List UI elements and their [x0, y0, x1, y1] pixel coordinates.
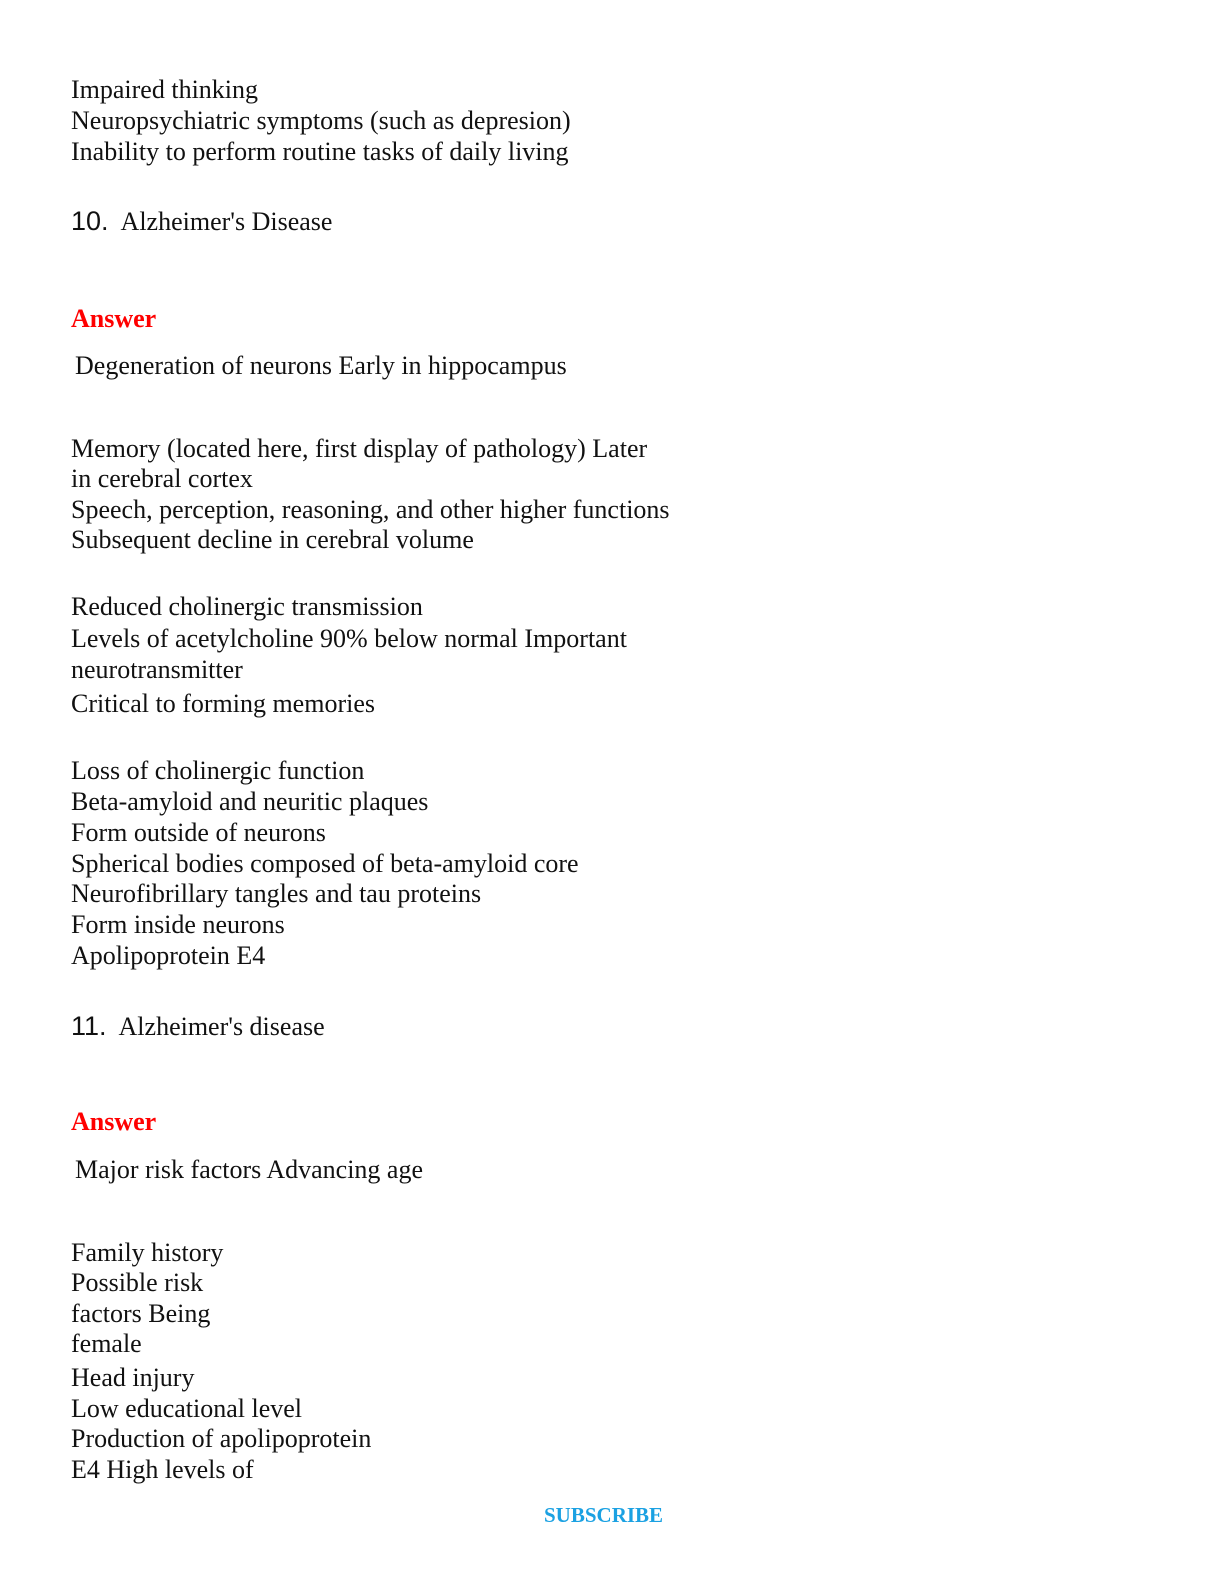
question-heading	[71, 206, 332, 237]
text-line: Subsequent decline in cerebral volume	[71, 525, 474, 554]
text-line: Speech, perception, reasoning, and other higher functions	[71, 495, 670, 524]
text-line: Form inside neurons	[71, 910, 285, 939]
text-line: Neuropsychiatric symptoms (such as depresion)	[71, 106, 571, 135]
text-line: Beta-amyloid and neuritic plaques	[71, 787, 429, 816]
text-line: Apolipoprotein E4	[71, 941, 266, 970]
text-line: Levels of acetylcholine 90% below normal Important	[71, 624, 627, 653]
text-line: Spherical bodies composed of beta-amyloid core	[71, 849, 579, 878]
text-line: Impaired thinking	[71, 75, 259, 104]
text-line: Form outside of neurons	[71, 818, 326, 847]
text-line: Inability to perform routine tasks of daily living	[71, 137, 569, 166]
answer-lead: Major risk factors Advancing age	[75, 1155, 424, 1184]
question-title: Alzheimer's Disease	[120, 207, 333, 236]
question-number: 10.	[71, 206, 109, 236]
text-line: neurotransmitter	[71, 655, 243, 684]
text-line: Memory (located here, first display of pathology) Later	[71, 434, 648, 463]
answer-lead: Degeneration of neurons Early in hippocampus	[75, 351, 567, 380]
text-line: Critical to forming memories	[71, 689, 375, 718]
text-line: E4 High levels of	[71, 1455, 254, 1484]
text-line: factors Being	[71, 1299, 211, 1328]
text-line: Loss of cholinergic function	[71, 756, 365, 785]
text-line: Family history	[71, 1238, 224, 1267]
question-number: 11.	[71, 1011, 107, 1041]
text-line: Production of apolipoprotein	[71, 1424, 372, 1453]
text-line: female	[71, 1329, 142, 1358]
text-line: Low educational level	[71, 1394, 303, 1423]
answer-label: Answer	[71, 304, 157, 333]
text-line: in cerebral cortex	[71, 464, 253, 493]
subscribe-link[interactable]: SUBSCRIBE	[544, 1503, 664, 1527]
text-line: Possible risk	[71, 1268, 204, 1297]
text-line: Neurofibrillary tangles and tau proteins	[71, 879, 482, 908]
question-heading	[71, 1011, 325, 1042]
text-line: Reduced cholinergic transmission	[71, 592, 423, 621]
question-title: Alzheimer's disease	[118, 1012, 325, 1041]
answer-label: Answer	[71, 1107, 157, 1136]
text-line: Head injury	[71, 1363, 195, 1392]
